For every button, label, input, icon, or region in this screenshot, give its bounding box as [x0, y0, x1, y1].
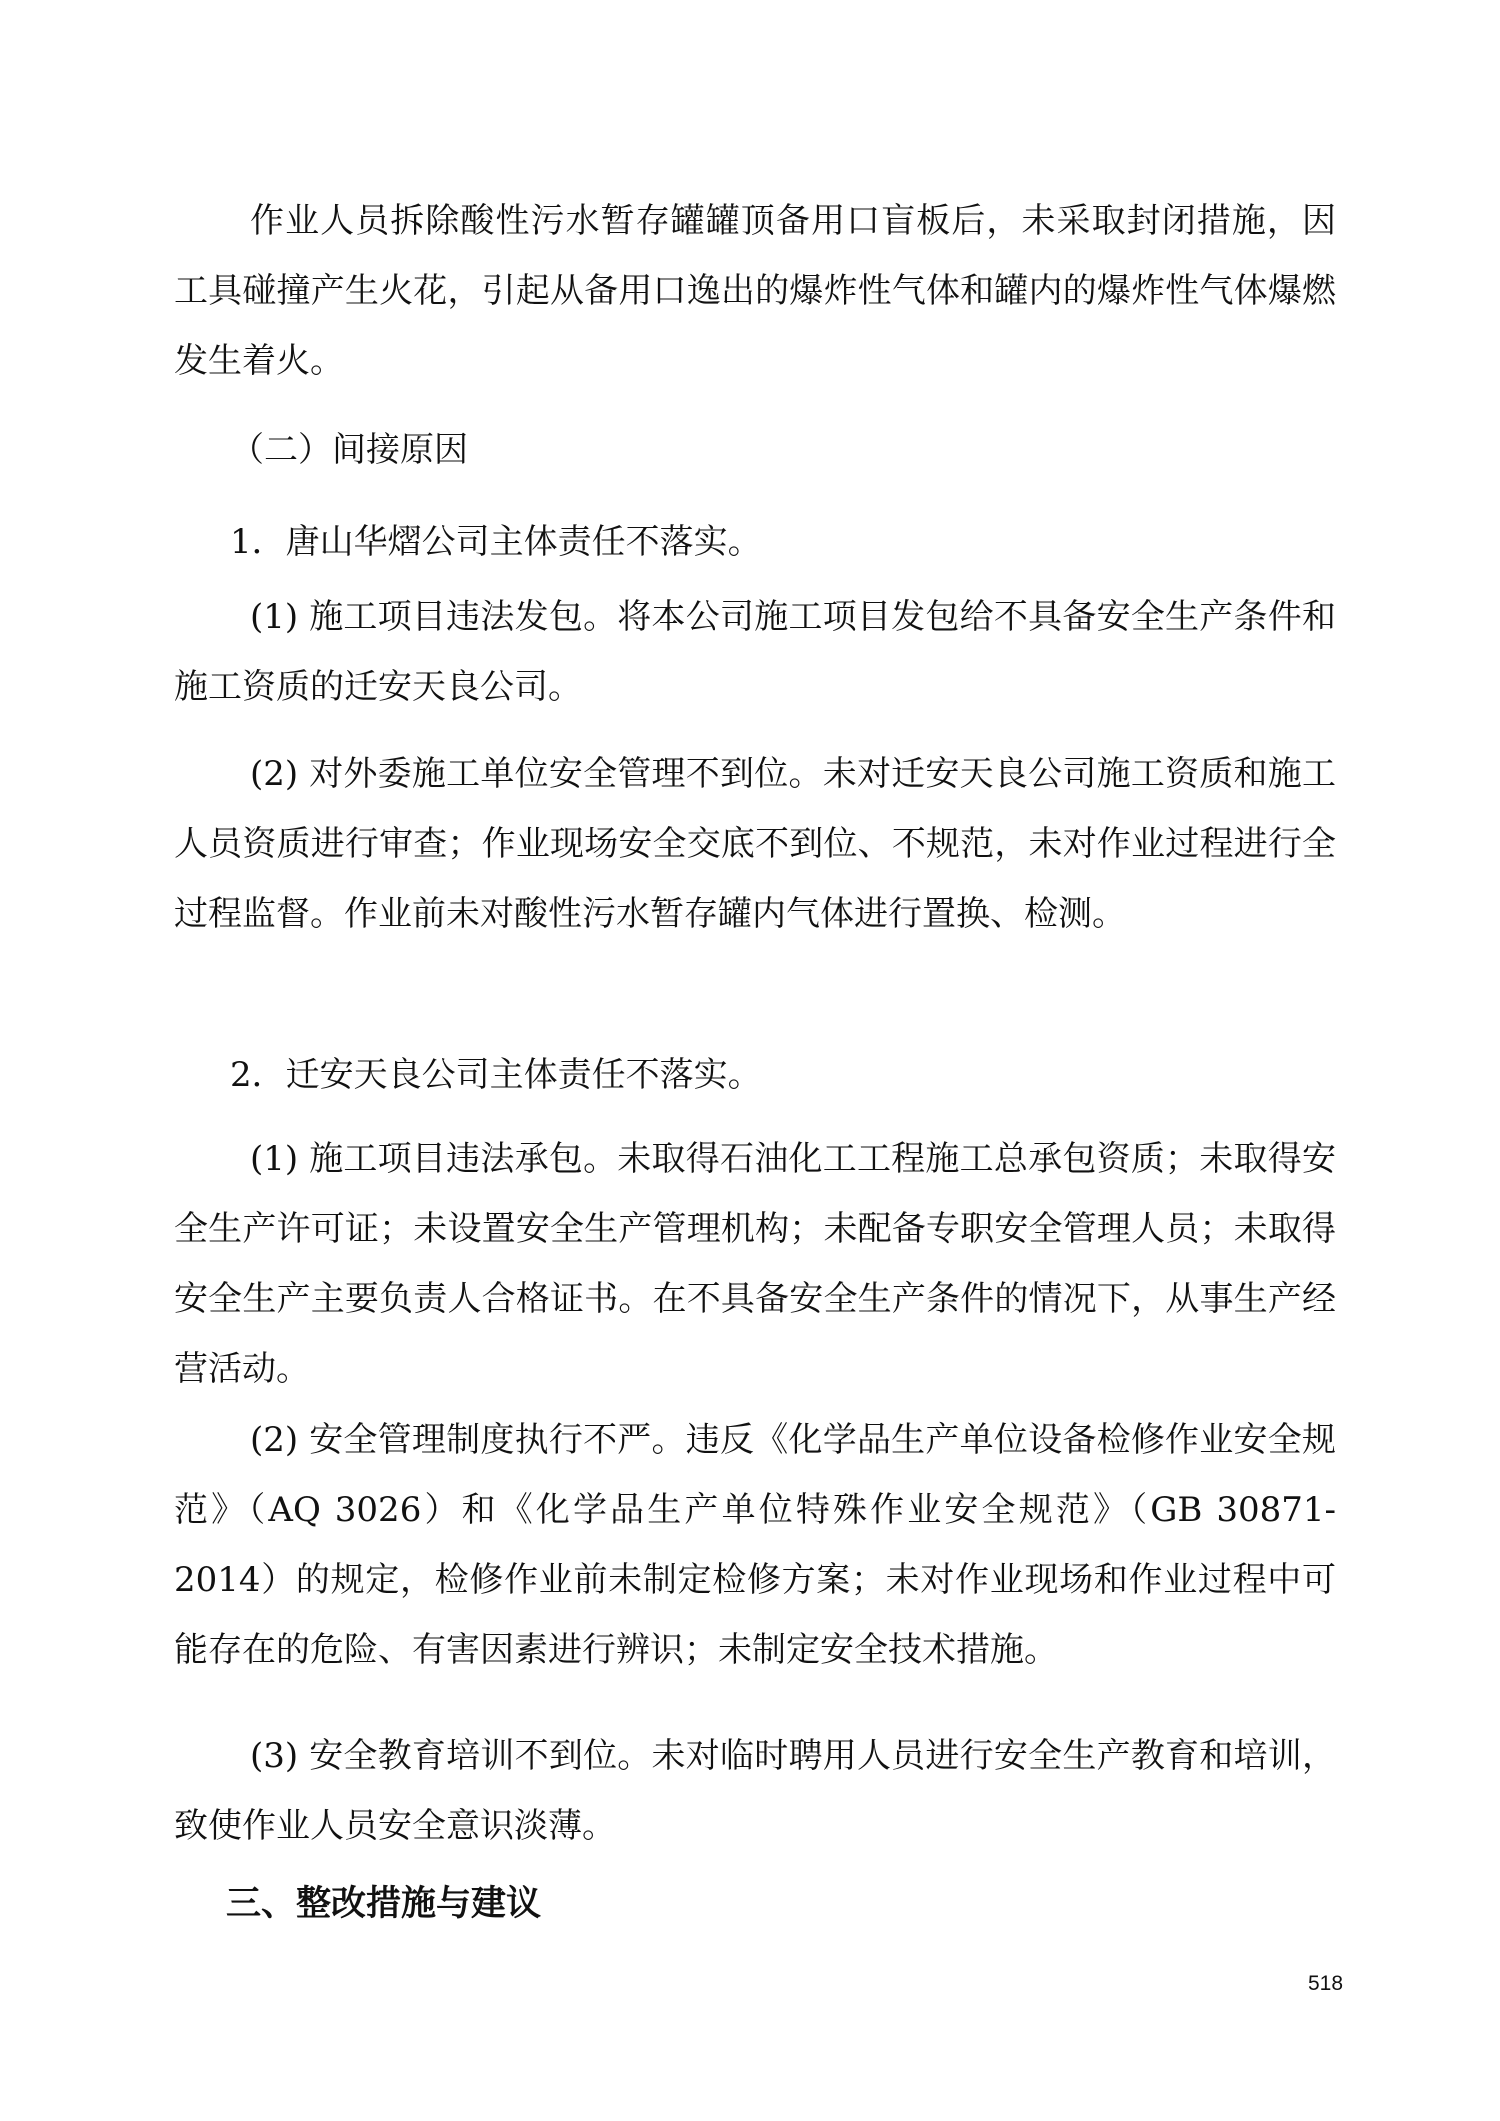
item-1-1: (1) 施工项目违法发包。将本公司施工项目发包给不具备安全生产条件和施工资质的迁安天良公司。	[174, 597, 1336, 707]
item-2-3: (3) 安全教育培训不到位。未对临时聘用人员进行安全生产教育和培训，致使作业人员安全意识淡薄。	[174, 1736, 1336, 1846]
item-1-2: (2) 对外委施工单位安全管理不到位。未对迁安天良公司施工资质和施工人员资质进行审查；作业现场安全交底不到位、不规范，未对作业过程进行全过程监督。作业前未对酸性污水暂存罐内气体进行置换、检测。	[174, 754, 1336, 934]
item-2-1: (1) 施工项目违法承包。未取得石油化工工程施工总承包资质；未取得安全生产许可证；未设置安全生产管理机构；未配备专职安全管理人员；未取得安全生产主要负责人合格证书。在不具备安全生产条件的情况下，从事生产经营活动。	[174, 1139, 1336, 1389]
subheading-indirect-causes: （二）间接原因	[230, 430, 468, 470]
item-2-heading: 2．迁安天良公司主体责任不落实。	[230, 1055, 762, 1095]
item-2-2: (2) 安全管理制度执行不严。违反《化学品生产单位设备检修作业安全规范》（AQ 3026）和《化学品生产单位特殊作业安全规范》（GB 30871-2014）的规定，检修作业前未制定检修方案；未对作业现场和作业过程中可能存在的危险、有害因素进行辨识；未制定安全技术措施。	[174, 1420, 1336, 1670]
item-1-heading: 1．唐山华熠公司主体责任不落实。	[230, 522, 762, 562]
section-heading-3: 三、整改措施与建议	[226, 1884, 542, 1924]
paragraph-direct-cause: 作业人员拆除酸性污水暂存罐罐顶备用口盲板后，未采取封闭措施，因工具碰撞产生火花，引起从备用口逸出的爆炸性气体和罐内的爆炸性气体爆燃发生着火。	[174, 201, 1336, 381]
page-number: 518	[1308, 1972, 1344, 1995]
